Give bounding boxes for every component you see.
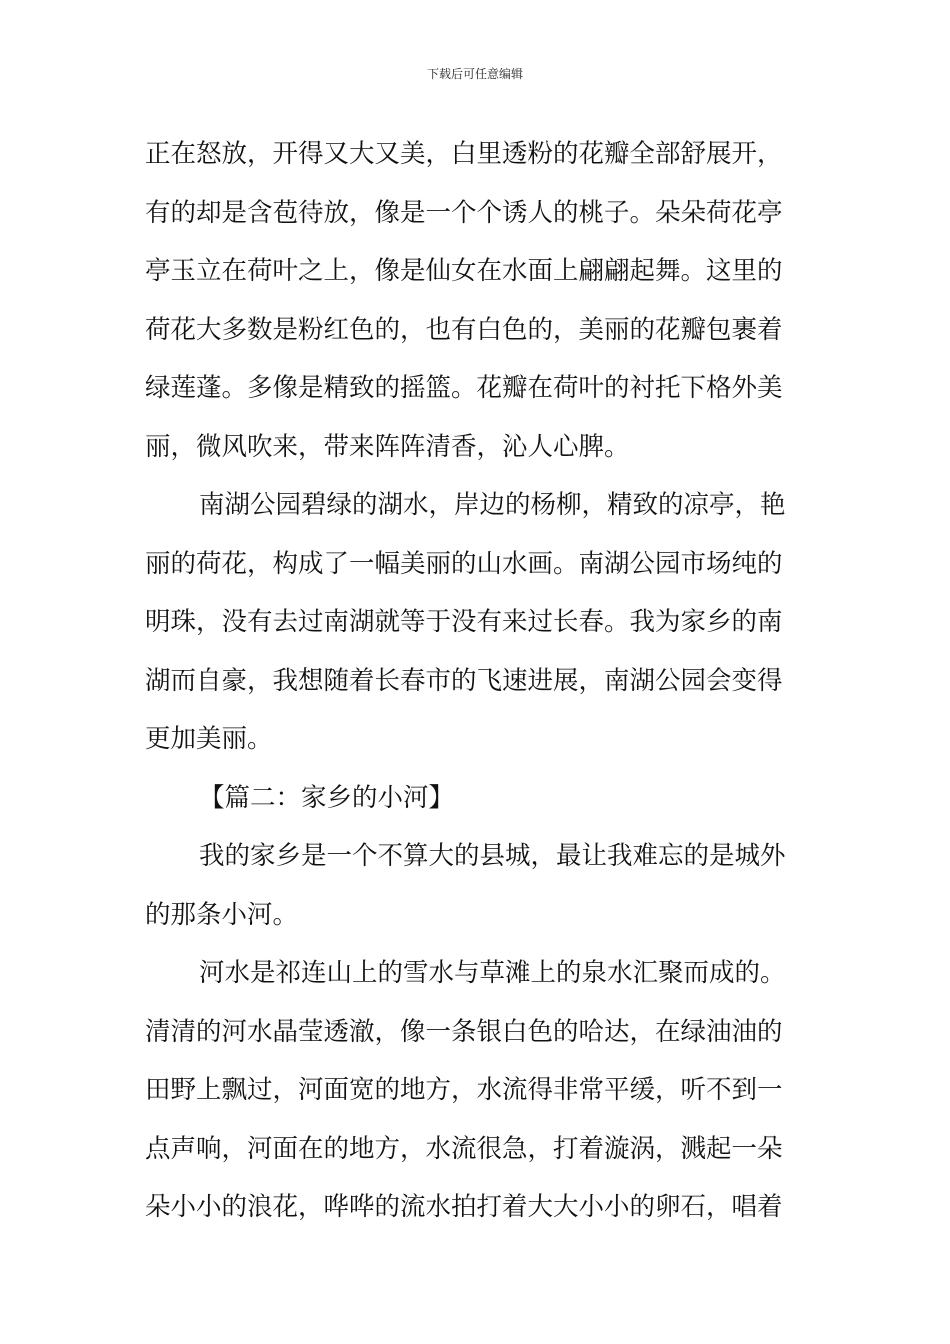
- text-line: 湖而自豪，我想随着长春市的飞速进展，南湖公园会变得: [145, 665, 783, 696]
- text-line: 清清的河水晶莹透澈，像一条银白色的哈达，在绿油油的: [145, 1016, 783, 1047]
- text-line: 有的却是含苞待放，像是一个个诱人的桃子。朵朵荷花亭: [145, 197, 783, 228]
- text-line: 绿莲蓬。多像是精致的摇篮。花瓣在荷叶的衬托下格外美: [145, 373, 783, 403]
- section-heading: 【篇二：家乡的小河】: [199, 782, 455, 813]
- page-header-note: 下载后可任意编辑: [426, 67, 523, 81]
- text-line: 亭玉立在荷叶之上，像是仙女在水面上翩翩起舞。这里的: [145, 256, 783, 286]
- document-body: [145, 125, 810, 1237]
- paragraph-start-line: 河水是祁连山上的雪水与草滩上的泉水汇聚而成的。: [199, 958, 786, 988]
- text-line: 田野上飘过，河面宽的地方，水流得非常平缓，听不到一: [145, 1075, 783, 1105]
- text-line: 更加美丽。: [145, 724, 273, 754]
- text-line: 丽的荷花，构成了一幅美丽的山水画。南湖公园市场纯的: [145, 548, 783, 579]
- paragraph-start-line: 我的家乡是一个不算大的县城，最让我难忘的是城外: [199, 841, 786, 871]
- text-line: 荷花大多数是粉红色的，也有白色的，美丽的花瓣包裹着: [145, 314, 783, 345]
- text-line: 点声响，河面在的地方，水流很急，打着漩涡，溅起一朵: [145, 1133, 783, 1164]
- text-line: 的那条小河。: [145, 899, 299, 930]
- text-line: 丽，微风吹来，带来阵阵清香，沁人心脾。: [145, 431, 630, 462]
- text-line: 朵小小的浪花，哗哗的流水拍打着大大小小的卵石，唱着: [145, 1192, 783, 1222]
- paragraph-start-line: 南湖公园碧绿的湖水，岸边的杨柳，精致的凉亭，艳: [199, 490, 786, 520]
- text-line: 正在怒放，开得又大又美，白里透粉的花瓣全部舒展开，: [145, 139, 783, 169]
- text-line: 明珠，没有去过南湖就等于没有来过长春。我为家乡的南: [145, 607, 783, 637]
